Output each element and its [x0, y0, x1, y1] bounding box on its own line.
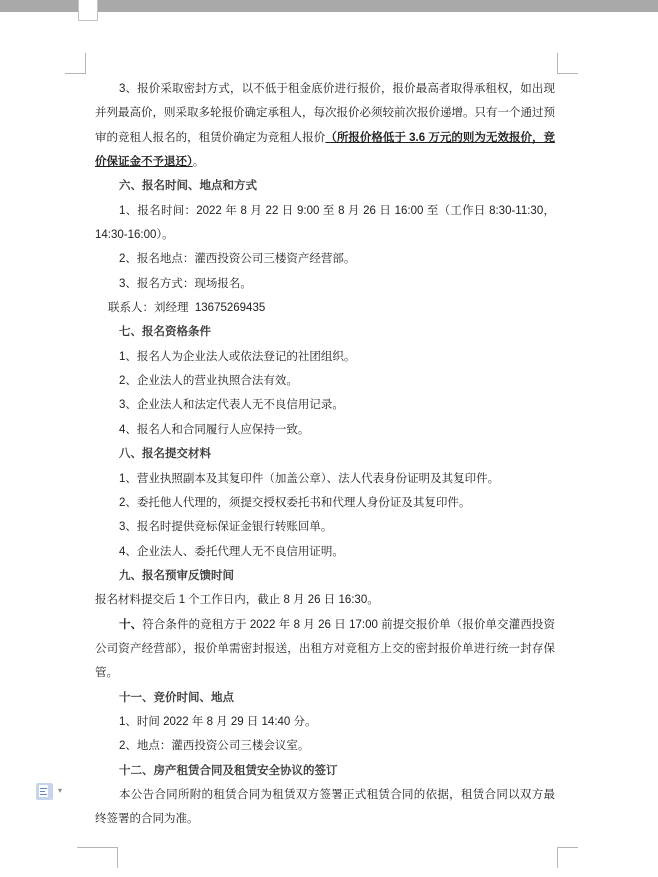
word-page[interactable] — [0, 12, 658, 877]
paragraph[interactable] — [95, 734, 555, 758]
text-run: 2、企业法人的营业执照合法有效。 — [119, 375, 298, 388]
paste-options-button[interactable] — [36, 783, 70, 803]
text-run: 八、报名提交材料 — [119, 448, 211, 461]
text-run: 1、报名时间：2022 年 8 月 22 日 9:00 至 8 月 26 日 16:00 至（工作日 8:30-11:30，14:30-16:00）。 — [95, 204, 555, 242]
text-run: 3、报名时提供竞标保证金银行转账回单。 — [119, 521, 333, 534]
text-run: 3、报名方式：现场报名。 — [119, 277, 252, 290]
text-run: 本公告合同所附的租赁合同为租赁双方签署正式租赁合同的依据，租赁合同以双方最终签署的合同为准。 — [95, 788, 555, 826]
paragraph[interactable] — [95, 199, 555, 248]
paragraph[interactable] — [95, 345, 555, 369]
heading[interactable] — [95, 686, 555, 710]
text-run: 六、报名时间、地点和方式 — [119, 180, 257, 193]
text-run: 十一、竞价时间、地点 — [119, 691, 234, 704]
paragraph[interactable] — [95, 783, 555, 832]
text-run: 。 — [192, 156, 205, 169]
heading[interactable] — [95, 320, 555, 344]
paragraph[interactable] — [95, 491, 555, 515]
text-run: 3、报价采取密封方式，以不低于租金底价进行报价，报价最高者取得承租权，如出现并列最高价，则采取多轮报价确定承租人，每次报价必须较前次报价递增。只有一个通过预审的竞租人报名的，租赁价确定为竞租人报价 — [95, 83, 555, 144]
document-glyph — [39, 785, 48, 797]
margin-crop-mark-bottom-right — [557, 847, 578, 868]
page-gap-strip — [0, 0, 658, 12]
heading[interactable] — [95, 564, 555, 588]
margin-crop-mark-bottom-left — [77, 847, 118, 868]
text-run: 3、企业法人和法定代表人无不良信用记录。 — [119, 399, 344, 412]
text-run: 2、报名地点：灌西投资公司三楼资产经营部。 — [119, 253, 356, 266]
margin-crop-mark-top-right — [557, 53, 578, 74]
paragraph[interactable] — [95, 418, 555, 442]
text-run: 报名材料提交后 1 个工作日内，截止 8 月 26 日 16:30。 — [95, 594, 379, 607]
paragraph[interactable] — [95, 710, 555, 734]
text-run: 符合条件的竞租方于 2022 年 8 月 26 日 17:00 前提交报价单（报价单交灌西投资公司资产经营部），报价单需密封报送，出租方对竞租方上交的密封报价单进行统一封存保管。 — [95, 618, 556, 680]
text-run: 1、时间 2022 年 8 月 29 日 14:40 分。 — [119, 715, 317, 728]
text-run: 1、报名人为企业法人或依法登记的社团组织。 — [119, 350, 356, 363]
text-run: 4、企业法人、委托代理人无不良信用证明。 — [119, 545, 344, 558]
heading[interactable] — [95, 759, 555, 783]
paragraph[interactable] — [95, 77, 555, 174]
paragraph[interactable] — [95, 540, 555, 564]
margin-crop-mark-top-left — [65, 53, 86, 74]
document-text[interactable] — [95, 77, 555, 832]
text-run: 九、报名预审反馈时间 — [119, 569, 234, 582]
text-run: 1、营业执照副本及其复印件（加盖公章）、法人代表身份证明及其复印件。 — [119, 472, 500, 485]
paragraph[interactable] — [95, 515, 555, 539]
text-run: 4、报名人和合同履行人应保持一致。 — [119, 423, 310, 436]
paragraph[interactable] — [95, 588, 555, 612]
page-corner-box — [78, 0, 98, 21]
paragraph[interactable] — [95, 272, 555, 296]
text-run: 七、报名资格条件 — [119, 326, 211, 339]
text-run: 2、地点：灌西投资公司三楼会议室。 — [119, 740, 310, 753]
paragraph[interactable] — [95, 613, 555, 686]
paragraph[interactable] — [95, 369, 555, 393]
paste-options-icon — [36, 783, 53, 800]
text-run: 2、委托他人代理的，须提交授权委托书和代理人身份证及其复印件。 — [119, 496, 471, 509]
heading[interactable] — [95, 442, 555, 466]
text-run: 十二、房产租赁合同及租赁安全协议的签订 — [119, 764, 338, 777]
paragraph[interactable] — [95, 467, 555, 491]
paragraph[interactable] — [95, 296, 555, 320]
text-run: 十、 — [119, 618, 143, 631]
heading[interactable] — [95, 174, 555, 198]
paragraph[interactable] — [95, 393, 555, 417]
chevron-down-icon[interactable]: ▾ — [58, 786, 63, 795]
text-run: 联系人：刘经理 13675269435 — [108, 302, 266, 315]
folded-corner — [47, 785, 50, 788]
text-run: （所报价格低于 3.6 万元的则为无效报价，竞价保证金不予退还） — [95, 131, 556, 169]
paragraph[interactable] — [95, 247, 555, 271]
